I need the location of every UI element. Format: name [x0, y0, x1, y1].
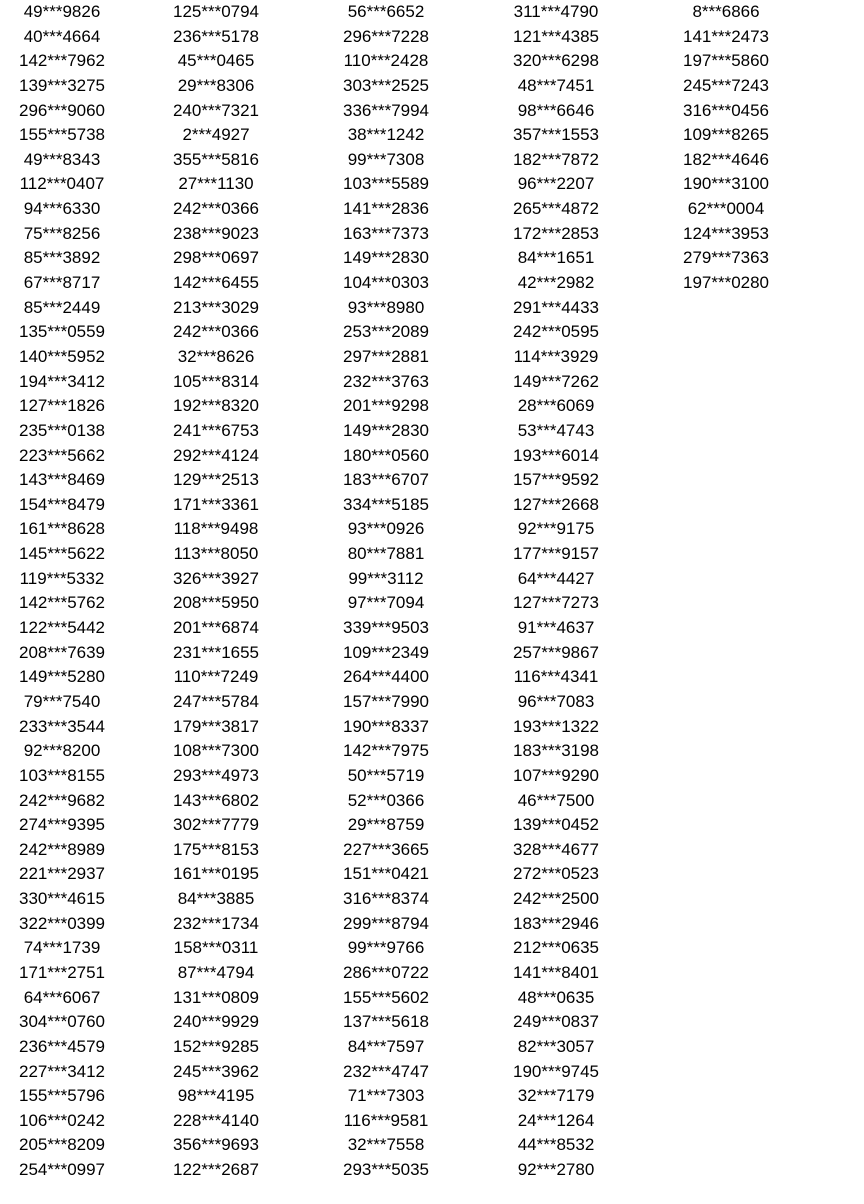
masked-number-cell: 326***3927 — [172, 568, 260, 588]
masked-number-cell: 108***7300 — [172, 741, 260, 761]
masked-number-cell: 296***9060 — [18, 100, 106, 120]
masked-number-cell: 245***7243 — [682, 75, 770, 95]
masked-number-cell: 231***1655 — [172, 642, 260, 662]
masked-number-cell: 49***9826 — [23, 2, 101, 21]
masked-number-cell: 32***7558 — [347, 1135, 425, 1155]
masked-number-cell: 145***5622 — [18, 544, 106, 564]
masked-number-cell: 131***0809 — [172, 987, 260, 1007]
number-column-1 — [0, 0, 137, 1183]
masked-number-cell: 106***0242 — [18, 1110, 106, 1130]
masked-number-cell: 336***7994 — [342, 100, 430, 120]
masked-number-cell: 241***6753 — [172, 420, 260, 440]
masked-number-cell: 110***7249 — [173, 667, 259, 687]
masked-number-cell: 84***7597 — [347, 1036, 425, 1056]
masked-number-cell: 161***8628 — [18, 519, 106, 539]
masked-number-cell: 94***6330 — [23, 199, 101, 219]
masked-number-cell: 158***0311 — [173, 938, 259, 958]
masked-number-cell: 183***3198 — [512, 741, 600, 761]
masked-number-cell: 53***4743 — [517, 420, 595, 440]
masked-number-cell: 264***4400 — [342, 667, 430, 687]
masked-number-cell: 201***6874 — [172, 618, 260, 638]
masked-number-cell: 135***0559 — [18, 322, 106, 342]
masked-number-cell: 190***3100 — [682, 174, 770, 194]
masked-number-cell: 161***0195 — [172, 864, 260, 884]
masked-number-cell: 112***0407 — [19, 174, 105, 194]
masked-number-cell: 142***7962 — [18, 51, 106, 71]
masked-number-cell: 24***1264 — [517, 1110, 595, 1130]
masked-number-cell: 85***2449 — [23, 297, 101, 317]
number-column-2 — [141, 0, 291, 1183]
masked-number-cell: 205***8209 — [18, 1135, 106, 1155]
masked-number-cell: 155***5738 — [18, 125, 106, 145]
masked-number-cell: 121***4385 — [512, 26, 600, 46]
masked-number-cell: 141***2473 — [682, 26, 770, 46]
masked-number-cell: 193***6014 — [512, 445, 600, 465]
masked-number-cell: 93***0926 — [347, 519, 425, 539]
masked-number-cell: 193***1322 — [512, 716, 600, 736]
masked-number-cell: 236***5178 — [172, 26, 260, 46]
masked-number-cell: 208***7639 — [18, 642, 106, 662]
masked-number-cell: 194***3412 — [18, 371, 106, 391]
masked-number-cell: 242***9682 — [18, 790, 106, 810]
masked-number-cell: 141***8401 — [512, 962, 600, 982]
masked-number-cell: 311***4790 — [513, 2, 599, 21]
masked-number-cell: 40***4664 — [23, 26, 101, 46]
masked-number-cell: 154***8479 — [18, 494, 106, 514]
masked-number-cell: 292***4124 — [172, 445, 260, 465]
masked-number-cell: 304***0760 — [18, 1012, 106, 1032]
masked-number-cell: 339***9503 — [342, 618, 430, 638]
masked-number-cell: 71***7303 — [347, 1086, 425, 1106]
masked-number-cell: 238***9023 — [172, 223, 260, 243]
number-column-3 — [311, 0, 461, 1183]
masked-number-cell: 2***4927 — [182, 125, 250, 145]
masked-number-cell: 303***2525 — [342, 75, 430, 95]
masked-number-cell: 92***8200 — [23, 741, 101, 761]
masked-number-cell: 242***0366 — [172, 199, 260, 219]
masked-number-cell: 49***8343 — [23, 149, 101, 169]
masked-number-cell: 38***1242 — [347, 125, 425, 145]
masked-number-cell: 163***7373 — [342, 223, 430, 243]
masked-number-cell: 302***7779 — [172, 815, 260, 835]
masked-number-cell: 46***7500 — [517, 790, 595, 810]
masked-number-cell: 322***0399 — [18, 913, 106, 933]
masked-number-cell: 122***2687 — [172, 1160, 260, 1180]
masked-number-cell: 142***6455 — [172, 273, 260, 293]
masked-number-cell: 62***0004 — [687, 199, 765, 219]
masked-number-cell: 124***3953 — [682, 223, 770, 243]
masked-number-cell: 182***7872 — [512, 149, 600, 169]
masked-number-cell: 114***3929 — [513, 346, 599, 366]
masked-number-cell: 32***8626 — [177, 346, 255, 366]
masked-number-cell: 328***4677 — [512, 839, 600, 859]
masked-number-cell: 223***5662 — [18, 445, 106, 465]
masked-number-cell: 297***2881 — [342, 346, 430, 366]
masked-number-cell: 274***9395 — [18, 815, 106, 835]
masked-number-cell: 142***7975 — [342, 741, 430, 761]
masked-number-cell: 97***7094 — [347, 593, 425, 613]
masked-number-cell: 240***7321 — [172, 100, 260, 120]
masked-number-cell: 143***6802 — [172, 790, 260, 810]
masked-number-cell: 152***9285 — [172, 1036, 260, 1056]
masked-number-cell: 103***5589 — [342, 174, 430, 194]
masked-number-cell: 208***5950 — [172, 593, 260, 613]
masked-number-cell: 85***3892 — [23, 248, 101, 268]
masked-number-cell: 99***7308 — [347, 149, 425, 169]
masked-number-cell: 98***4195 — [177, 1086, 255, 1106]
masked-number-cell: 213***3029 — [172, 297, 260, 317]
masked-number-cell: 137***5618 — [342, 1012, 430, 1032]
masked-number-cell: 139***3275 — [18, 75, 106, 95]
number-column-4 — [481, 0, 631, 1183]
masked-number-cell: 143***8469 — [18, 470, 106, 490]
masked-number-cell: 122***5442 — [18, 618, 106, 638]
masked-number-cell: 157***9592 — [512, 470, 600, 490]
masked-number-cell: 253***2089 — [342, 322, 430, 342]
masked-number-cell: 179***3817 — [172, 716, 260, 736]
masked-number-cell: 103***8155 — [18, 765, 106, 785]
masked-number-cell: 107***9290 — [512, 765, 600, 785]
masked-number-cell: 80***7881 — [347, 544, 425, 564]
masked-number-cell: 127***2668 — [512, 494, 600, 514]
masked-number-cell: 141***2836 — [342, 199, 430, 219]
masked-number-cell: 8***6866 — [692, 2, 760, 21]
masked-number-cell: 279***7363 — [682, 248, 770, 268]
masked-number-cell: 149***5280 — [18, 667, 106, 687]
masked-number-cell: 232***4747 — [342, 1061, 430, 1081]
masked-number-cell: 155***5796 — [18, 1086, 106, 1106]
masked-number-cell: 116***4341 — [513, 667, 599, 687]
masked-number-cell: 232***1734 — [172, 913, 260, 933]
masked-number-cell: 221***2937 — [18, 864, 106, 884]
masked-number-cell: 118***9498 — [173, 519, 259, 539]
masked-number-cell: 119***5332 — [19, 568, 105, 588]
masked-number-cell: 296***7228 — [342, 26, 430, 46]
masked-number-cell: 48***7451 — [517, 75, 595, 95]
masked-number-cell: 291***4433 — [512, 297, 600, 317]
masked-number-cell: 110***2428 — [343, 51, 429, 71]
masked-number-cell: 44***8532 — [517, 1135, 595, 1155]
masked-number-cell: 127***1826 — [18, 396, 106, 416]
masked-number-cell: 149***2830 — [342, 248, 430, 268]
masked-number-cell: 109***8265 — [682, 125, 770, 145]
masked-number-cell: 240***9929 — [172, 1012, 260, 1032]
masked-number-cell: 272***0523 — [512, 864, 600, 884]
masked-number-cell: 257***9867 — [512, 642, 600, 662]
masked-number-cell: 32***7179 — [517, 1086, 595, 1106]
masked-number-cell: 87***4794 — [177, 962, 255, 982]
masked-number-cell: 334***5185 — [342, 494, 430, 514]
masked-number-cell: 45***0465 — [177, 51, 255, 71]
masked-number-cell: 286***0722 — [342, 962, 430, 982]
masked-number-cell: 356***9693 — [172, 1135, 260, 1155]
masked-number-cell: 320***6298 — [512, 51, 600, 71]
masked-number-cell: 149***2830 — [342, 420, 430, 440]
masked-number-cell: 190***9745 — [512, 1061, 600, 1081]
masked-number-cell: 183***6707 — [342, 470, 430, 490]
masked-number-cell: 175***8153 — [172, 839, 260, 859]
masked-number-cell: 233***3544 — [18, 716, 106, 736]
masked-number-cell: 227***3412 — [18, 1061, 106, 1081]
masked-number-cell: 242***2500 — [512, 889, 600, 909]
masked-number-cell: 212***0635 — [512, 938, 600, 958]
masked-number-cell: 228***4140 — [172, 1110, 260, 1130]
masked-number-cell: 127***7273 — [512, 593, 600, 613]
masked-number-cell: 92***2780 — [517, 1160, 595, 1180]
masked-number-cell: 52***0366 — [347, 790, 425, 810]
masked-number-cell: 171***3361 — [172, 494, 260, 514]
masked-number-cell: 265***4872 — [512, 199, 600, 219]
masked-number-cell: 82***3057 — [517, 1036, 595, 1056]
masked-number-cell: 182***4646 — [682, 149, 770, 169]
masked-number-cell: 64***4427 — [517, 568, 595, 588]
masked-number-cell: 79***7540 — [23, 691, 101, 711]
masked-number-cell: 293***4973 — [172, 765, 260, 785]
masked-number-cell: 116***9581 — [343, 1110, 429, 1130]
masked-number-cell: 92***9175 — [517, 519, 595, 539]
masked-number-cell: 183***2946 — [512, 913, 600, 933]
masked-number-cell: 98***6646 — [517, 100, 595, 120]
masked-number-cell: 316***8374 — [342, 889, 430, 909]
masked-number-cell: 249***0837 — [512, 1012, 600, 1032]
masked-number-cell: 355***5816 — [172, 149, 260, 169]
masked-number-cell: 99***9766 — [347, 938, 425, 958]
number-column-5 — [651, 0, 801, 296]
masked-number-cell: 29***8306 — [177, 75, 255, 95]
masked-number-cell: 99***3112 — [348, 568, 424, 588]
masked-number-cell: 242***0595 — [512, 322, 600, 342]
masked-number-cell: 56***6652 — [347, 2, 425, 21]
masked-number-cell: 235***0138 — [18, 420, 106, 440]
masked-number-cell: 245***3962 — [172, 1061, 260, 1081]
masked-number-cell: 298***0697 — [172, 248, 260, 268]
masked-number-cell: 330***4615 — [18, 889, 106, 909]
masked-number-cell: 67***8717 — [23, 273, 101, 293]
masked-number-cell: 171***2751 — [18, 962, 106, 982]
masked-number-cell: 142***5762 — [18, 593, 106, 613]
masked-number-cell: 254***0997 — [18, 1160, 106, 1180]
masked-number-cell: 64***6067 — [23, 987, 101, 1007]
masked-number-cell: 157***7990 — [342, 691, 430, 711]
masked-number-cell: 236***4579 — [18, 1036, 106, 1056]
masked-number-cell: 177***9157 — [512, 544, 600, 564]
masked-number-cell: 197***5860 — [682, 51, 770, 71]
masked-number-cell: 293***5035 — [342, 1160, 430, 1180]
masked-number-cell: 27***1130 — [178, 174, 254, 194]
masked-number-cell: 247***5784 — [172, 691, 260, 711]
masked-number-cell: 201***9298 — [342, 396, 430, 416]
masked-number-cell: 109***2349 — [342, 642, 430, 662]
masked-number-cell: 316***0456 — [682, 100, 770, 120]
masked-number-cell: 104***0303 — [342, 273, 430, 293]
masked-number-cell: 190***8337 — [342, 716, 430, 736]
masked-number-cell: 75***8256 — [23, 223, 101, 243]
masked-number-cell: 105***8314 — [172, 371, 260, 391]
masked-number-cell: 242***0366 — [172, 322, 260, 342]
masked-number-cell: 48***0635 — [517, 987, 595, 1007]
masked-number-cell: 84***3885 — [177, 889, 255, 909]
masked-number-cell: 139***0452 — [512, 815, 600, 835]
masked-number-cell: 91***4637 — [517, 618, 595, 638]
masked-number-cell: 140***5952 — [18, 346, 106, 366]
masked-number-cell: 357***1553 — [512, 125, 600, 145]
masked-number-cell: 29***8759 — [347, 815, 425, 835]
masked-number-cell: 197***0280 — [682, 273, 770, 293]
masked-number-cell: 180***0560 — [342, 445, 430, 465]
masked-number-cell: 155***5602 — [342, 987, 430, 1007]
masked-number-cell: 113***8050 — [173, 544, 259, 564]
masked-number-cell: 96***7083 — [517, 691, 595, 711]
masked-number-cell: 93***8980 — [347, 297, 425, 317]
masked-number-cell: 42***2982 — [517, 273, 595, 293]
masked-number-cell: 149***7262 — [512, 371, 600, 391]
masked-number-cell: 192***8320 — [172, 396, 260, 416]
masked-number-cell: 227***3665 — [342, 839, 430, 859]
masked-number-cell: 125***0794 — [172, 2, 260, 21]
masked-number-cell: 96***2207 — [517, 174, 595, 194]
masked-number-cell: 242***8989 — [18, 839, 106, 859]
masked-number-cell: 74***1739 — [23, 938, 101, 958]
masked-number-cell: 172***2853 — [512, 223, 600, 243]
masked-number-cell: 28***6069 — [517, 396, 595, 416]
masked-number-cell: 299***8794 — [342, 913, 430, 933]
masked-number-cell: 232***3763 — [342, 371, 430, 391]
masked-number-cell: 50***5719 — [347, 765, 425, 785]
masked-number-cell: 129***2513 — [172, 470, 260, 490]
masked-number-cell: 84***1651 — [517, 248, 595, 268]
masked-number-cell: 151***0421 — [342, 864, 430, 884]
